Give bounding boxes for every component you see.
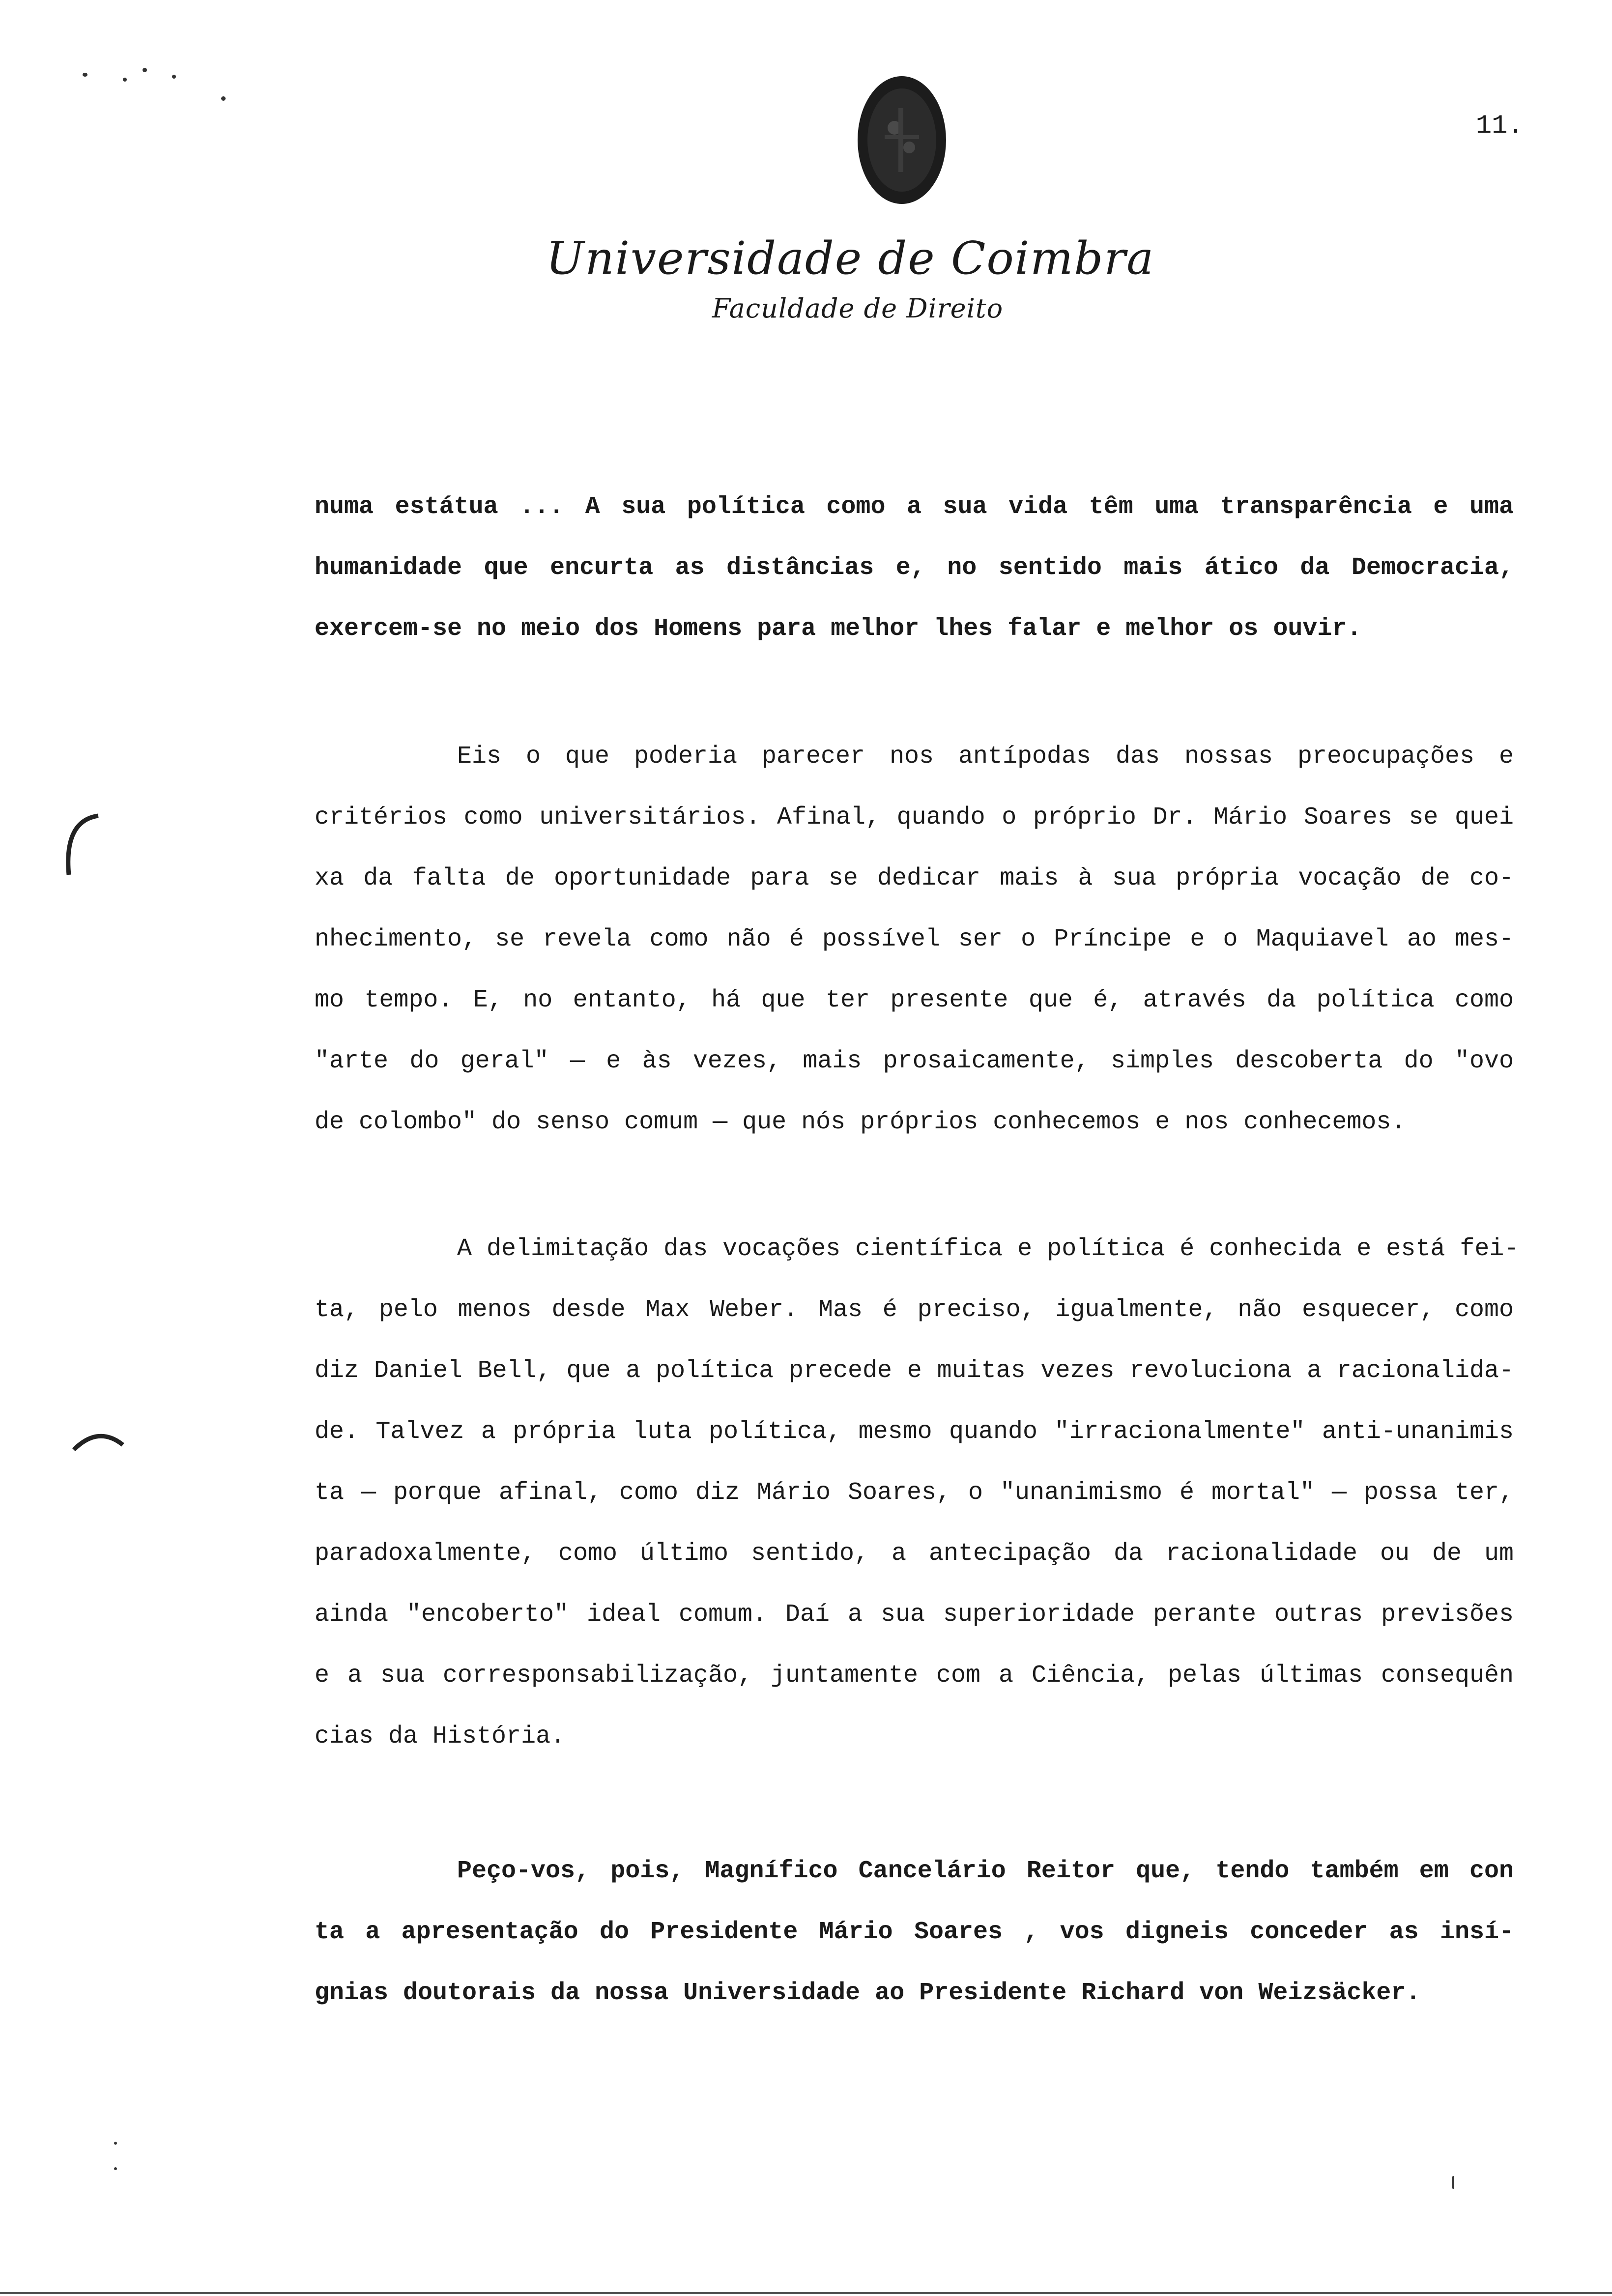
text-line: de colombo" do senso comum — que nós próprios conhecemos e nos conhecemos.	[315, 1108, 1406, 1136]
text-line: diz Daniel Bell, que a política precede e muitas vezes revoluciona a racionalida-	[315, 1357, 1514, 1385]
text-line: nhecimento, se revela como não é possível ser o Príncipe e o Maquiavel ao mes-	[315, 925, 1514, 953]
text-line: paradoxalmente, como último sentido, a antecipação da racionalidade ou de um	[315, 1540, 1514, 1568]
paragraph-1	[315, 477, 1514, 660]
scan-speck	[83, 73, 87, 77]
scan-speck	[172, 75, 176, 79]
text-line: xa da falta de oportunidade para se dedicar mais à sua própria vocação de co-	[315, 864, 1514, 892]
text-line: critérios como universitários. Afinal, quando o próprio Dr. Mário Soares se quei	[315, 804, 1514, 832]
text-line: exercem-se no meio dos Homens para melhor lhes falar e melhor os ouvir.	[315, 615, 1362, 643]
paragraph-3	[315, 1219, 1519, 1767]
text-line: A delimitação das vocações científica e política é conhecida e está fei-	[457, 1235, 1519, 1263]
scan-speck	[143, 68, 147, 72]
text-line: de. Talvez a própria luta política, mesmo quando "irracionalmente" anti-unanimis	[315, 1418, 1514, 1446]
text-line: ainda "encoberto" ideal comum. Daí a sua superioridade perante outras previsões	[315, 1601, 1514, 1629]
scan-speck	[1452, 2176, 1454, 2189]
punch-hole-arc-bottom	[69, 1425, 128, 1455]
scan-speck	[114, 2167, 117, 2170]
page-number: 11.	[1475, 111, 1524, 141]
text-line: humanidade que encurta as distâncias e, no sentido mais ático da Democracia,	[315, 554, 1514, 582]
text-line: ta a apresentação do Presidente Mário Soares , vos digneis conceder as insí-	[315, 1918, 1514, 1946]
letterhead-faculty: Faculdade de Direito	[712, 293, 1004, 324]
text-line: ta — porque afinal, como diz Mário Soares, o "unanimismo é mortal" — possa ter,	[315, 1479, 1514, 1507]
scan-speck	[114, 2142, 117, 2145]
text-line: cias da História.	[315, 1722, 566, 1751]
punch-hole-arc-top	[59, 811, 103, 880]
letterhead-university: Universidade de Coimbra	[546, 232, 1155, 285]
text-line: ta, pelo menos desde Max Weber. Mas é preciso, igualmente, não esquecer, como	[315, 1296, 1514, 1324]
text-line: Peço-vos, pois, Magnífico Cancelário Reitor que, tendo também em con	[457, 1857, 1514, 1885]
text-line: gnias doutorais da nossa Universidade ao Presidente Richard von Weizsäcker.	[315, 1979, 1421, 2007]
scan-speck	[123, 78, 127, 82]
text-line: mo tempo. E, no entanto, há que ter presente que é, através da política como	[315, 986, 1514, 1014]
paragraph-4	[315, 1841, 1514, 2024]
text-line: "arte do geral" — e às vezes, mais prosaicamente, simples descoberta do "ovo	[315, 1047, 1514, 1075]
text-line: Eis o que poderia parecer nos antípodas das nossas preocupações e	[457, 743, 1514, 771]
scan-edge-rule	[0, 2292, 1612, 2294]
paragraph-2	[315, 726, 1514, 1153]
text-line: numa estátua ... A sua política como a sua vida têm uma transparência e uma	[315, 493, 1514, 521]
scan-speck	[221, 96, 226, 101]
text-line: e a sua corresponsabilização, juntamente com a Ciência, pelas últimas consequên	[315, 1662, 1514, 1690]
university-seal	[855, 74, 949, 206]
